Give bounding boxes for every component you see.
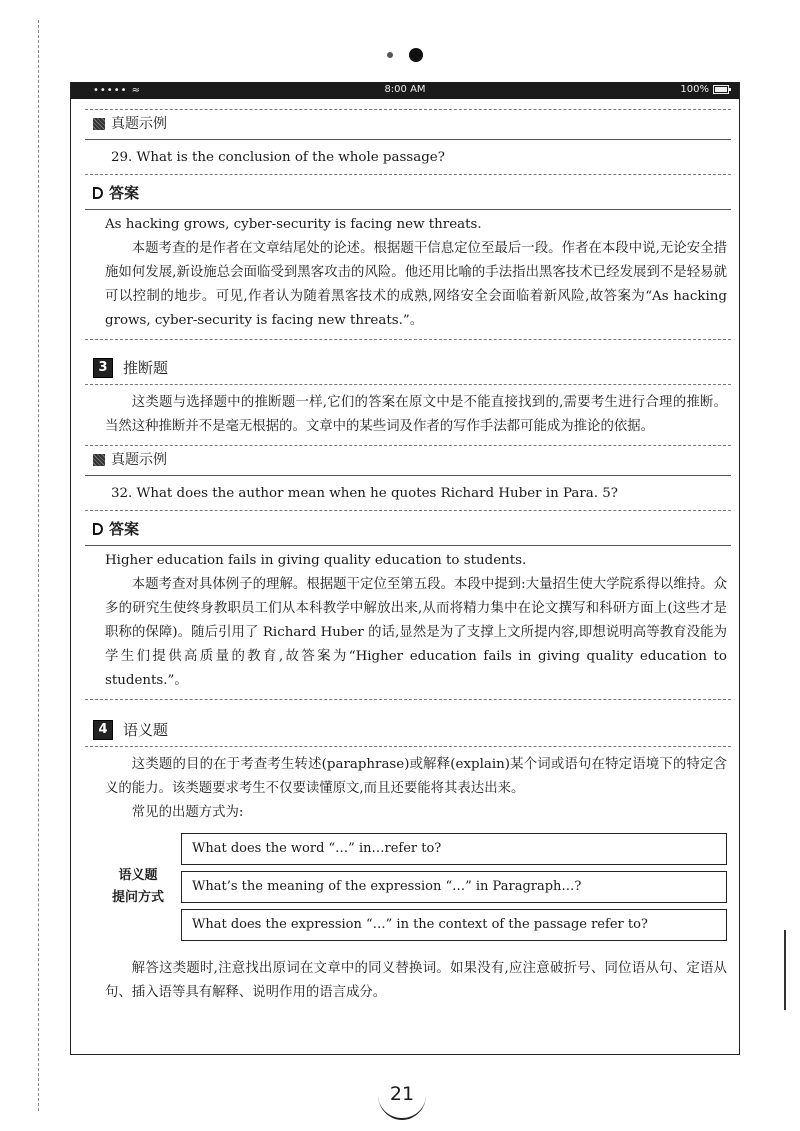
front-sensor bbox=[387, 52, 393, 58]
divider bbox=[85, 109, 731, 110]
answer-marker-icon bbox=[93, 523, 103, 535]
answer-text: Higher education fails in giving quality education to students. bbox=[105, 553, 527, 568]
divider bbox=[85, 339, 731, 340]
divider bbox=[85, 139, 731, 140]
battery-icon bbox=[713, 85, 729, 94]
section-description: 这类题的目的在于考查考生转述(paraphrase)或解释(explain)某个词或语句在特定语境下的特定含义的能力。该类题要求考生不仅要读懂原文,而且还要能将其表达出来。 bbox=[105, 757, 727, 796]
front-camera bbox=[409, 48, 423, 62]
question-forms-label: 语义题 提问方式 bbox=[111, 868, 164, 905]
section-heading-inference bbox=[93, 356, 727, 380]
section-heading-semantic bbox=[93, 718, 727, 742]
answer-heading: 答案 bbox=[93, 181, 727, 205]
example-heading: 真题示例 bbox=[93, 112, 727, 136]
square-bullet-icon bbox=[93, 118, 105, 130]
signal-wifi-icon: ••••• ≈ bbox=[93, 85, 142, 96]
section-number-badge: 4 bbox=[93, 720, 113, 740]
battery-percent: 100% bbox=[680, 84, 709, 95]
divider bbox=[85, 699, 731, 700]
divider bbox=[85, 475, 731, 476]
status-bar bbox=[71, 82, 739, 99]
divider bbox=[85, 545, 731, 546]
answer-text: As hacking grows, cyber-security is facing new threats. bbox=[105, 217, 482, 232]
answer-heading: 答案 bbox=[93, 517, 727, 541]
example-question: 29. What is the conclusion of the whole passage? bbox=[111, 150, 445, 165]
device-screen bbox=[70, 82, 740, 1055]
question-form-item: What does the word “…” in…refer to? bbox=[181, 833, 727, 865]
section-title: 语义题 bbox=[123, 721, 169, 739]
question-forms-list bbox=[181, 833, 727, 941]
common-forms-label: 常见的出题方式为: bbox=[131, 805, 244, 820]
answer-explanation: 本题考查的是作者在文章结尾处的论述。根据题干信息定位至最后一段。作者在本段中说,无论安全措施如何发展,新设施总会面临受到黑客攻击的风险。他还用比喻的手法指出黑客技术已经发展到不是轻易就可以控制的地步。可见,作者认为随着黑客技术的成熟,网络安全会面临着新风险,故答案为“As hacking grows, cyber-security is facing new threats.”。 bbox=[105, 241, 727, 328]
divider bbox=[85, 209, 731, 210]
square-bullet-icon bbox=[93, 454, 105, 466]
page-edge-mark bbox=[784, 930, 786, 1010]
divider bbox=[85, 510, 731, 511]
page-number: 21 bbox=[378, 1070, 426, 1120]
section-description: 这类题与选择题中的推断题一样,它们的答案在原文中是不能直接找到的,需要考生进行合理的推断。当然这种推断并不是毫无根据的。文章中的某些词及作者的写作手法都可能成为推论的依据。 bbox=[105, 395, 727, 434]
answer-explanation: 本题考查对具体例子的理解。根据题干定位至第五段。本段中提到:大量招生使大学院系得以维持。众多的研究生使终身教职员工们从本科教学中解放出来,从而将精力集中在论文撰写和科研方面上(这些才是职称的保障)。随后引用了 Richard Huber 的话,显然是为了支撑上文所提内容,即想说明高等教育没能为学生们提供高质量的教育,故答案为“Higher education fails in giving quality education to students.”。 bbox=[105, 577, 727, 688]
section-number-badge: 3 bbox=[93, 358, 113, 378]
divider bbox=[85, 445, 731, 446]
answering-tip: 解答这类题时,注意找出原词在文章中的同义替换词。如果没有,应注意破折号、同位语从句、定语从句、插入语等具有解释、说明作用的语言成分。 bbox=[105, 961, 727, 1000]
divider bbox=[85, 384, 731, 385]
status-time: 8:00 AM bbox=[384, 84, 426, 95]
page-content bbox=[71, 109, 739, 1005]
battery-status bbox=[680, 84, 729, 95]
question-forms-table bbox=[95, 833, 727, 941]
question-form-item: What’s the meaning of the expression “…” in Paragraph…? bbox=[181, 871, 727, 903]
section-title: 推断题 bbox=[123, 359, 169, 377]
question-form-item: What does the expression “…” in the context of the passage refer to? bbox=[181, 909, 727, 941]
example-heading: 真题示例 bbox=[93, 448, 727, 472]
divider bbox=[85, 174, 731, 175]
divider bbox=[85, 746, 731, 747]
answer-marker-icon bbox=[93, 187, 103, 199]
page-edge-line bbox=[38, 20, 39, 1111]
example-question: 32. What does the author mean when he quotes Richard Huber in Para. 5? bbox=[111, 486, 618, 501]
